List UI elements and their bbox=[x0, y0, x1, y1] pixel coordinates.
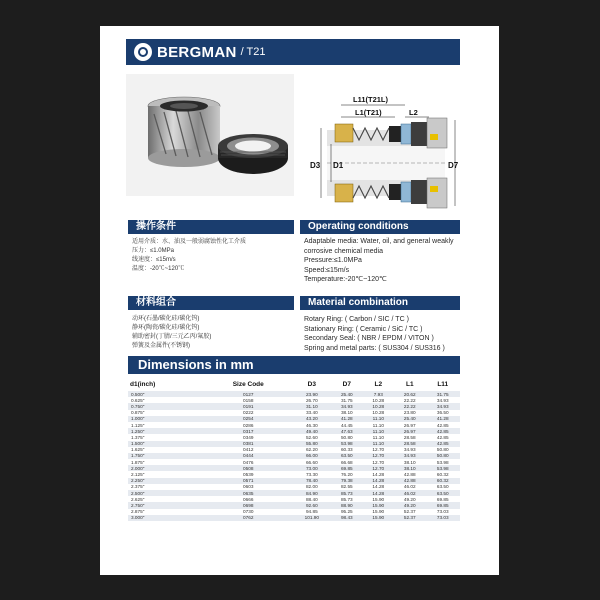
table-cell: 43.20 bbox=[293, 416, 331, 422]
table-cell: 44.45 bbox=[331, 422, 362, 428]
table-cell: 76.20 bbox=[331, 471, 362, 477]
table-cell: 62.20 bbox=[293, 447, 331, 453]
table-cell: 49.40 bbox=[293, 428, 331, 434]
table-cell: 46.30 bbox=[293, 422, 331, 428]
seal-ring-photo-icon bbox=[216, 132, 290, 176]
table-cell: 15.90 bbox=[363, 515, 394, 521]
conditions-en-line: Pressure:≤1.0MPa bbox=[304, 257, 362, 264]
table-cell: 14.28 bbox=[363, 478, 394, 484]
table-cell: 73.00 bbox=[293, 465, 331, 471]
table-cell: 0.875" bbox=[128, 410, 204, 416]
table-cell: 36.50 bbox=[426, 410, 460, 416]
material-en-line: Spring and metal parts: ( SUS304 / SUS316 ) bbox=[304, 344, 445, 352]
table-cell: 0476 bbox=[204, 459, 293, 465]
table-cell: 33.40 bbox=[293, 410, 331, 416]
material-cn-line: 静环(陶瓷/碳化硅/碳化钨) bbox=[132, 325, 200, 331]
table-cell: 1.250" bbox=[128, 428, 204, 434]
table-cell: 11.10 bbox=[363, 428, 394, 434]
table-cell: 34.93 bbox=[426, 403, 460, 409]
table-cell: 34.93 bbox=[394, 453, 425, 459]
table-cell: 0444 bbox=[204, 453, 293, 459]
catalog-page bbox=[100, 26, 499, 575]
product-photo bbox=[126, 74, 294, 196]
table-cell: 0412 bbox=[204, 447, 293, 453]
table-cell: 42.88 bbox=[394, 478, 425, 484]
table-cell: 10.28 bbox=[363, 410, 394, 416]
table-cell: 42.88 bbox=[394, 471, 425, 477]
table-cell: 0508 bbox=[204, 465, 293, 471]
table-cell: 53.98 bbox=[331, 441, 362, 447]
table-cell: 94.85 bbox=[293, 509, 331, 515]
table-header-row bbox=[128, 377, 460, 391]
table-cell: 88.40 bbox=[293, 496, 331, 502]
dimensions-table bbox=[128, 377, 460, 521]
table-cell: 1.625" bbox=[128, 447, 204, 453]
conditions-cn-text bbox=[132, 238, 292, 274]
table-cell: 0222 bbox=[204, 410, 293, 416]
conditions-cn-heading: 操作条件 bbox=[128, 220, 294, 234]
table-cell: 7.93 bbox=[363, 391, 394, 397]
table-row bbox=[128, 515, 460, 521]
table-cell: 66.60 bbox=[293, 459, 331, 465]
table-cell: 73.03 bbox=[426, 509, 460, 515]
table-cell: 11.10 bbox=[363, 441, 394, 447]
table-cell: 88.90 bbox=[331, 502, 362, 508]
table-cell: 95.25 bbox=[331, 509, 362, 515]
table-cell: 49.20 bbox=[394, 496, 425, 502]
table-cell: 14.28 bbox=[363, 471, 394, 477]
table-cell: 12.70 bbox=[363, 459, 394, 465]
column-header: L1 bbox=[405, 380, 414, 388]
label-d7: D7 bbox=[448, 161, 459, 170]
table-cell: 0666 bbox=[204, 496, 293, 502]
table-cell: 11.10 bbox=[363, 434, 394, 440]
column-header: Size Code bbox=[232, 380, 264, 388]
table-cell: 25.40 bbox=[331, 391, 362, 397]
conditions-cn-line: 线速度：≤15m/s bbox=[132, 257, 176, 263]
table-cell: 46.02 bbox=[394, 484, 425, 490]
table-cell: 46.02 bbox=[394, 490, 425, 496]
table-cell: 60.32 bbox=[426, 478, 460, 484]
material-en-heading: Material combination bbox=[300, 296, 460, 310]
table-cell: 53.98 bbox=[426, 465, 460, 471]
table-cell: 0317 bbox=[204, 428, 293, 434]
table-cell: 23.80 bbox=[394, 410, 425, 416]
column-header: D3 bbox=[307, 380, 316, 388]
conditions-en-line: Speed:≤15m/s bbox=[304, 266, 350, 274]
table-cell: 31.75 bbox=[426, 391, 460, 397]
material-en-line: Stationary Ring: ( Ceramic / SiC / TC ) bbox=[304, 325, 423, 333]
table-cell: 0698 bbox=[204, 502, 293, 508]
conditions-en-line: Temperature:-20℃~120℃ bbox=[304, 276, 387, 283]
table-cell: 22.22 bbox=[394, 403, 425, 409]
table-cell: 0.500" bbox=[128, 391, 204, 397]
table-cell: 78.40 bbox=[293, 478, 331, 484]
model-code: / T21 bbox=[240, 46, 266, 58]
table-cell: 38.10 bbox=[331, 410, 362, 416]
table-cell: 63.50 bbox=[426, 484, 460, 490]
table-cell: 11.10 bbox=[363, 416, 394, 422]
table-cell: 0.625" bbox=[128, 397, 204, 403]
column-header: D7 bbox=[342, 380, 351, 388]
table-cell: 101.90 bbox=[293, 515, 331, 521]
table-cell: 42.85 bbox=[426, 434, 460, 440]
table-cell: 69.85 bbox=[426, 496, 460, 502]
table-cell: 0286 bbox=[204, 422, 293, 428]
conditions-cn-line: 压力：≤1.0MPa bbox=[132, 248, 174, 254]
table-cell: 0539 bbox=[204, 471, 293, 477]
label-l2: L2 bbox=[409, 108, 418, 117]
table-cell: 41.28 bbox=[426, 416, 460, 422]
table-cell: 0635 bbox=[204, 490, 293, 496]
conditions-cn-line: 温度：-20℃~120℃ bbox=[132, 266, 185, 272]
table-cell: 63.50 bbox=[331, 453, 362, 459]
column-header: L2 bbox=[374, 380, 383, 388]
table-cell: 10.28 bbox=[363, 397, 394, 403]
table-cell: 2.500" bbox=[128, 490, 204, 496]
table-cell: 85.73 bbox=[331, 490, 362, 496]
table-cell: 14.28 bbox=[363, 490, 394, 496]
table-cell: 26.97 bbox=[394, 428, 425, 434]
material-en-line: Rotary Ring: ( Carbon / SIC / TC ) bbox=[304, 316, 409, 323]
table-cell: 38.10 bbox=[394, 465, 425, 471]
table-cell: 82.55 bbox=[331, 484, 362, 490]
table-cell: 69.85 bbox=[331, 465, 362, 471]
table-cell: 2.625" bbox=[128, 496, 204, 502]
material-cn-line: 弹簧及金属件(不锈钢) bbox=[132, 343, 190, 349]
brand-name: BERGMAN bbox=[157, 43, 237, 61]
table-cell: 47.63 bbox=[331, 428, 362, 434]
table-cell: 66.68 bbox=[331, 459, 362, 465]
table-cell: 2.000" bbox=[128, 465, 204, 471]
table-cell: 50.80 bbox=[426, 447, 460, 453]
table-cell: 0127 bbox=[204, 391, 293, 397]
table-cell: 28.58 bbox=[394, 434, 425, 440]
seal-assembly-photo-icon bbox=[144, 94, 224, 172]
dimensions-table-body bbox=[128, 391, 460, 521]
table-cell: 79.38 bbox=[331, 478, 362, 484]
table-cell: 84.90 bbox=[293, 490, 331, 496]
table-cell: 82.00 bbox=[293, 484, 331, 490]
conditions-en-heading: Operating conditions bbox=[300, 220, 460, 234]
material-cn-text bbox=[132, 315, 292, 351]
table-cell: 63.50 bbox=[426, 490, 460, 496]
conditions-cn-line: 适用介质：水、油及一般弱腐蚀性化工介质 bbox=[132, 239, 247, 245]
table-cell: 12.70 bbox=[363, 453, 394, 459]
table-cell: 2.125" bbox=[128, 471, 204, 477]
table-cell: 14.28 bbox=[363, 484, 394, 490]
table-cell: 31.75 bbox=[331, 397, 362, 403]
table-cell: 26.97 bbox=[394, 422, 425, 428]
table-cell: 3.000" bbox=[128, 515, 204, 521]
bergman-logo-icon bbox=[134, 43, 152, 61]
table-cell: 50.80 bbox=[426, 453, 460, 459]
label-d1: D1 bbox=[333, 161, 344, 170]
table-cell: 31.10 bbox=[293, 403, 331, 409]
table-cell: 60.33 bbox=[331, 447, 362, 453]
material-cn-line: 动环(石墨/碳化硅/碳化钨) bbox=[132, 316, 200, 322]
table-cell: 0762 bbox=[204, 515, 293, 521]
table-cell: 60.32 bbox=[426, 471, 460, 477]
conditions-en-text bbox=[304, 237, 464, 285]
table-cell: 50.80 bbox=[331, 434, 362, 440]
table-cell: 2.250" bbox=[128, 478, 204, 484]
technical-drawing bbox=[305, 72, 465, 212]
table-cell: 73.30 bbox=[293, 471, 331, 477]
table-cell: 25.40 bbox=[394, 416, 425, 422]
table-cell: 0381 bbox=[204, 441, 293, 447]
conditions-en-line: corrosive chemical media bbox=[304, 247, 383, 255]
table-cell: 20.62 bbox=[394, 391, 425, 397]
material-en-text bbox=[304, 315, 464, 353]
table-cell: 42.85 bbox=[426, 428, 460, 434]
table-cell: 15.90 bbox=[363, 502, 394, 508]
material-en-line: Secondary Seal: ( NBR / EPDM / VITON ) bbox=[304, 335, 434, 342]
table-cell: 52.37 bbox=[394, 515, 425, 521]
table-cell: 49.20 bbox=[394, 502, 425, 508]
table-cell: 52.60 bbox=[293, 434, 331, 440]
table-cell: 53.98 bbox=[426, 459, 460, 465]
table-cell: 1.125" bbox=[128, 422, 204, 428]
table-cell: 42.85 bbox=[426, 422, 460, 428]
table-cell: 69.85 bbox=[426, 502, 460, 508]
table-cell: 10.28 bbox=[363, 403, 394, 409]
brand-header bbox=[126, 39, 460, 65]
table-cell: 2.875" bbox=[128, 509, 204, 515]
column-header: d1(inch) bbox=[130, 380, 156, 388]
table-cell: 0.750" bbox=[128, 403, 204, 409]
table-cell: 34.93 bbox=[426, 397, 460, 403]
table-cell: 23.90 bbox=[293, 391, 331, 397]
table-cell: 15.90 bbox=[363, 509, 394, 515]
table-cell: 15.90 bbox=[363, 496, 394, 502]
table-cell: 0158 bbox=[204, 397, 293, 403]
table-cell: 0730 bbox=[204, 509, 293, 515]
table-cell: 0571 bbox=[204, 478, 293, 484]
table-cell: 2.750" bbox=[128, 502, 204, 508]
table-cell: 2.375" bbox=[128, 484, 204, 490]
table-cell: 12.70 bbox=[363, 447, 394, 453]
table-cell: 0191 bbox=[204, 403, 293, 409]
table-cell: 1.875" bbox=[128, 459, 204, 465]
material-cn-line: 辅助密封(丁腈/三元乙丙/氟胶) bbox=[132, 334, 212, 340]
table-cell: 28.58 bbox=[394, 441, 425, 447]
table-cell: 92.60 bbox=[293, 502, 331, 508]
table-cell: 73.03 bbox=[426, 515, 460, 521]
label-d3: D3 bbox=[310, 161, 321, 170]
table-cell: 26.70 bbox=[293, 397, 331, 403]
table-cell: 1.375" bbox=[128, 434, 204, 440]
dimensions-heading: Dimensions in mm bbox=[128, 356, 460, 374]
table-cell: 85.73 bbox=[331, 496, 362, 502]
table-cell: 34.93 bbox=[331, 403, 362, 409]
table-cell: 55.80 bbox=[293, 441, 331, 447]
table-cell: 66.00 bbox=[293, 453, 331, 459]
table-cell: 41.28 bbox=[331, 416, 362, 422]
table-cell: 0603 bbox=[204, 484, 293, 490]
table-cell: 0254 bbox=[204, 416, 293, 422]
table-cell: 1.750" bbox=[128, 453, 204, 459]
table-cell: 1.500" bbox=[128, 441, 204, 447]
column-header: L11 bbox=[437, 380, 449, 388]
table-cell: 42.85 bbox=[426, 441, 460, 447]
table-cell: 11.10 bbox=[363, 422, 394, 428]
table-cell: 1.000" bbox=[128, 416, 204, 422]
material-cn-heading: 材料组合 bbox=[128, 296, 294, 310]
table-cell: 34.93 bbox=[394, 447, 425, 453]
table-cell: 22.22 bbox=[394, 397, 425, 403]
label-l1: L1(T21) bbox=[355, 108, 382, 117]
table-cell: 98.43 bbox=[331, 515, 362, 521]
table-cell: 52.37 bbox=[394, 509, 425, 515]
table-cell: 38.10 bbox=[394, 459, 425, 465]
conditions-en-line: Adaptable media: Water, oil, and general weakly bbox=[304, 238, 454, 245]
table-cell: 0349 bbox=[204, 434, 293, 440]
label-l11: L11(T21L) bbox=[353, 95, 389, 104]
table-cell: 12.70 bbox=[363, 465, 394, 471]
